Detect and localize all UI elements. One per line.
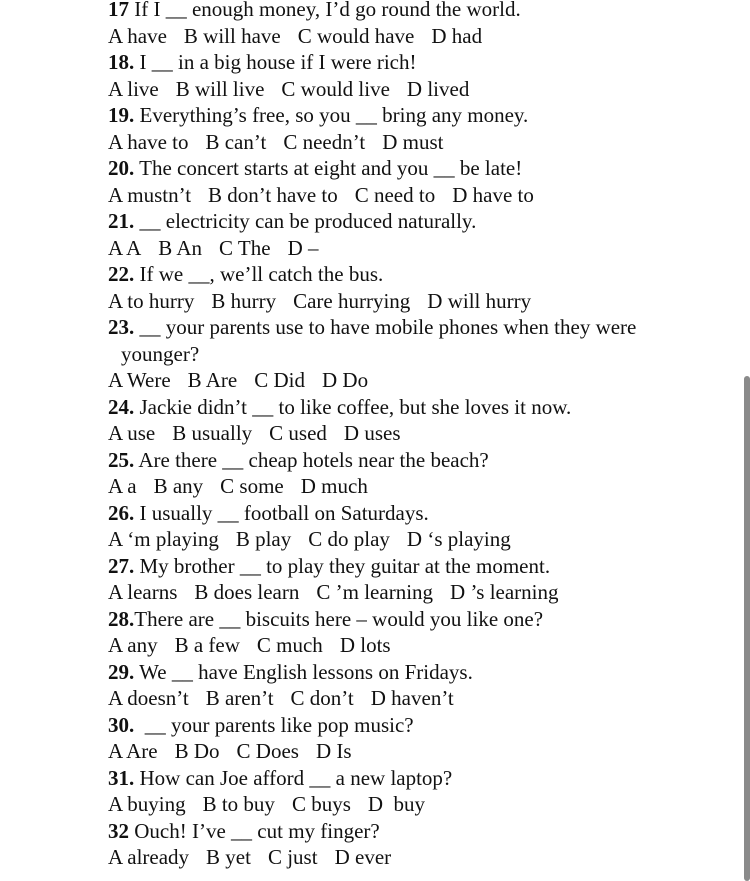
answer-option: D had — [431, 23, 483, 48]
question-line — [108, 208, 738, 235]
answer-option: C don’t — [290, 686, 354, 710]
question-number: 32 — [108, 818, 129, 843]
answer-option: D must — [382, 129, 444, 154]
question-text: There are __ biscuits here – would you like one? — [134, 606, 544, 631]
question-number: 28. — [108, 606, 135, 631]
answer-option: A a — [108, 474, 137, 498]
answer-options — [108, 685, 738, 712]
answer-option: C ’m learning — [316, 580, 434, 604]
answer-option: D Do — [322, 368, 369, 392]
question-line — [108, 102, 738, 129]
answer-option: A to hurry — [108, 288, 195, 313]
answer-option: B play — [235, 527, 292, 551]
question-text: We __ have English lessons on Fridays. — [134, 659, 473, 684]
answer-option: A Are — [108, 739, 158, 763]
question-number: 22. — [108, 262, 135, 286]
question-number: 31. — [108, 765, 135, 790]
answer-options — [108, 182, 738, 209]
answer-option: C needn’t — [283, 129, 366, 154]
question-number: 18. — [108, 50, 135, 74]
question-text: I usually __ football on Saturdays. — [134, 500, 429, 525]
question-line — [108, 765, 738, 792]
answer-option: B will live — [175, 76, 265, 101]
answer-option: A doesn’t — [108, 686, 189, 710]
answer-option: D will hurry — [427, 288, 532, 313]
question-line — [108, 500, 738, 527]
answer-option: D buy — [367, 792, 426, 816]
question-text: Everything’s free, so you __ bring any money. — [134, 103, 529, 127]
answer-option: D ‘s playing — [406, 527, 511, 551]
question-line — [108, 659, 738, 686]
answer-option: B can’t — [205, 129, 267, 154]
answer-options — [108, 738, 738, 765]
question-line — [108, 712, 738, 739]
answer-option: C Did — [254, 368, 305, 392]
answer-options — [108, 288, 738, 315]
answer-options — [108, 23, 738, 50]
answer-option: B don’t have to — [208, 182, 338, 207]
answer-option: C The — [219, 235, 271, 260]
answer-option: A mustn’t — [108, 182, 192, 207]
answer-option: B aren’t — [205, 686, 274, 710]
answer-options — [108, 579, 738, 606]
question-text: If we __, we’ll catch the bus. — [134, 262, 384, 286]
answer-options — [108, 76, 738, 103]
answer-option: C buys — [291, 792, 351, 816]
answer-option: A already — [108, 845, 190, 869]
answer-option: C some — [220, 474, 284, 498]
question-number: 23. — [108, 315, 135, 339]
question-line — [108, 447, 738, 474]
answer-option: D uses — [343, 421, 401, 445]
question-number: 25. — [108, 447, 135, 472]
answer-option: B does learn — [194, 580, 300, 604]
answer-options — [108, 526, 738, 553]
answer-option: A learns — [108, 580, 178, 604]
answer-option: D lived — [406, 76, 470, 101]
question-line — [108, 49, 738, 76]
answer-options — [108, 420, 738, 447]
question-line — [108, 0, 738, 23]
answer-options — [108, 235, 738, 262]
answer-option: A ‘m playing — [108, 527, 219, 551]
answer-option: D ’s learning — [450, 580, 559, 604]
question-number: 29. — [108, 659, 135, 684]
answer-option: C would have — [297, 23, 415, 48]
question-text: My brother __ to play they guitar at the moment. — [134, 553, 551, 578]
question-list — [108, 0, 738, 871]
question-text: Ouch! I’ve __ cut my finger? — [129, 818, 380, 843]
answer-option: D lots — [339, 633, 391, 657]
question-line — [108, 553, 738, 580]
answer-option: A buying — [108, 792, 186, 816]
question-number: 17 — [108, 0, 129, 21]
answer-option: A have to — [108, 129, 189, 154]
answer-options — [108, 844, 738, 871]
answer-option: A Were — [108, 368, 171, 392]
answer-options — [108, 129, 738, 156]
answer-option: D – — [287, 235, 319, 260]
question-line — [108, 155, 738, 182]
question-number: 26. — [108, 500, 135, 525]
question-text: I __ in a big house if I were rich! — [134, 50, 417, 74]
question-text: Are there __ cheap hotels near the beach? — [134, 447, 489, 472]
question-text: Jackie didn’t __ to like coffee, but she loves it now. — [134, 394, 572, 419]
answer-option: Care hurrying — [293, 288, 411, 313]
answer-option: D have to — [452, 182, 534, 207]
answer-option: A have — [108, 23, 167, 48]
answer-option: D haven’t — [370, 686, 454, 710]
question-text: The concert starts at eight and you __ be late! — [134, 156, 523, 180]
answer-options — [108, 367, 738, 394]
answer-option: A live — [108, 76, 159, 101]
question-line — [108, 818, 738, 845]
question-line — [108, 606, 738, 633]
question-number: 27. — [108, 553, 135, 578]
answer-option: D ever — [334, 845, 392, 869]
question-line — [108, 314, 738, 341]
question-text: __ your parents like pop music? — [134, 712, 414, 737]
question-number: 24. — [108, 394, 135, 419]
question-text-continued: younger? — [121, 341, 200, 366]
answer-option: C much — [256, 633, 323, 657]
question-text: __ your parents use to have mobile phones when they were — [134, 315, 637, 339]
answer-option: A use — [108, 421, 156, 445]
answer-option: D Is — [315, 739, 352, 763]
question-number: 21. — [108, 209, 135, 233]
question-text: How can Joe afford __ a new laptop? — [134, 765, 453, 790]
answer-option: C Does — [236, 739, 299, 763]
answer-options — [108, 632, 738, 659]
answer-option: A any — [108, 633, 158, 657]
question-number: 20. — [108, 156, 135, 180]
question-text: __ electricity can be produced naturally. — [134, 209, 477, 233]
answer-options — [108, 791, 738, 818]
answer-option: C would live — [281, 76, 390, 101]
question-number: 30. — [108, 712, 135, 737]
answer-option: B Are — [187, 368, 238, 392]
question-line — [108, 261, 738, 288]
answer-option: B a few — [174, 633, 240, 657]
question-number: 19. — [108, 103, 135, 127]
answer-option: C used — [269, 421, 327, 445]
answer-option: B hurry — [211, 288, 277, 313]
answer-option: B will have — [183, 23, 281, 48]
answer-option: B Do — [174, 739, 220, 763]
vertical-scrollbar[interactable] — [744, 376, 750, 881]
answer-option: A A — [108, 235, 142, 260]
answer-option: B yet — [206, 845, 251, 869]
answer-option: C just — [267, 845, 318, 869]
answer-option: B to buy — [202, 792, 275, 816]
question-text: If I __ enough money, I’d go round the world. — [129, 0, 521, 21]
answer-option: B An — [158, 235, 203, 260]
answer-option: C do play — [308, 527, 390, 551]
question-line — [108, 394, 738, 421]
answer-option: B usually — [172, 421, 253, 445]
answer-option: D much — [300, 474, 368, 498]
answer-options — [108, 473, 738, 500]
answer-option: C need to — [354, 182, 436, 207]
answer-option: B any — [153, 474, 204, 498]
